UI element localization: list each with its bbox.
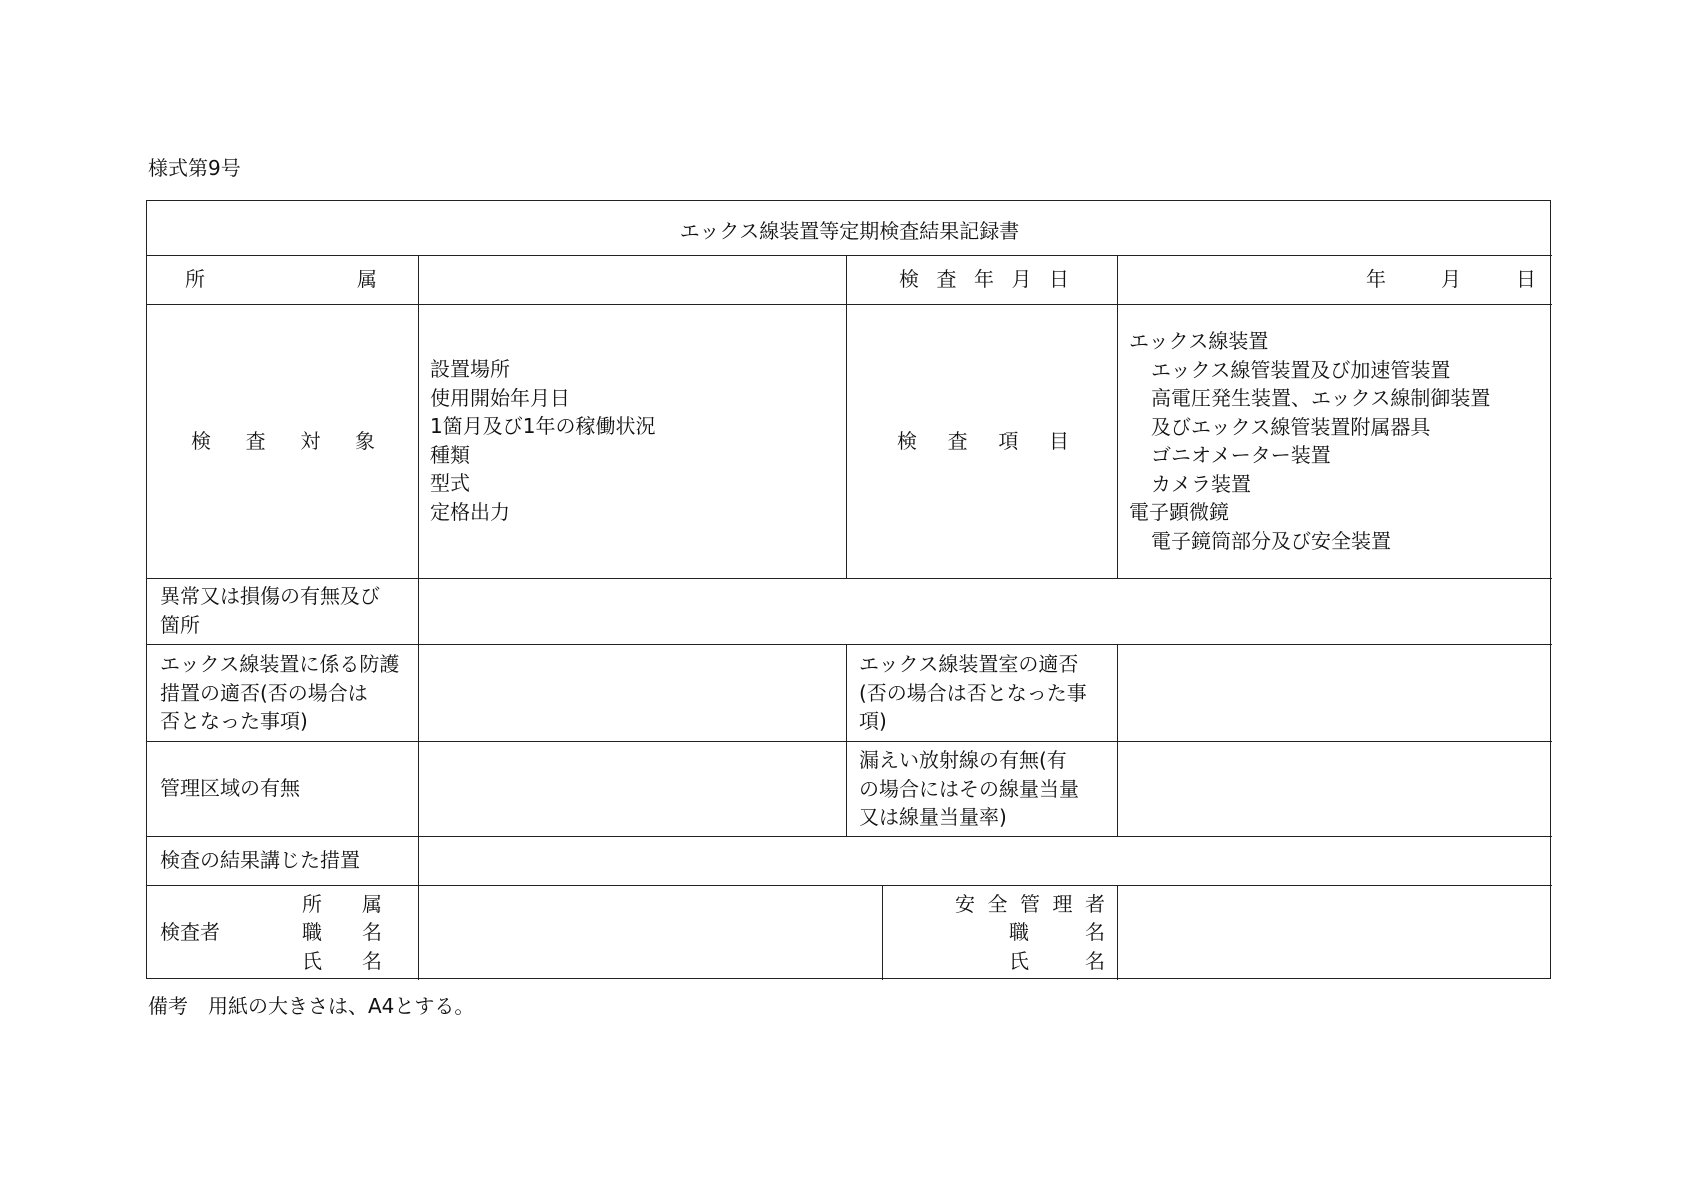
xray-room-label: エックス線装置室の適否 (否の場合は否となった事 項) [859, 652, 1087, 733]
inspection-item: 高電圧発生装置、エックス線制御装置 [1151, 386, 1491, 410]
abnormality-value[interactable] [430, 596, 1530, 636]
row-divider [147, 304, 1552, 305]
inspector-affiliation-label: 所 属 [302, 892, 382, 916]
inspection-date-value[interactable]: 年 月 日 [1366, 267, 1536, 291]
inspection-item: カメラ装置 [1151, 471, 1251, 496]
abnormality-label: 異常又は損傷の有無及び 箇所 [160, 584, 380, 637]
inspection-items-label: 検 査 項 目 [897, 429, 1069, 453]
inspection-item: 電子顕微鏡 [1129, 500, 1229, 524]
xray-room-value[interactable] [1129, 661, 1529, 721]
inspector-label: 検査者 [160, 920, 220, 944]
safety-manager-name-label: 氏 名 [1009, 949, 1105, 973]
safety-manager-label: 安 全 管 理 者 [955, 892, 1105, 916]
affiliation-label: 所 属 [185, 267, 377, 291]
controlled-area-value[interactable] [430, 761, 830, 821]
row-divider [147, 644, 1552, 645]
remarks-note: 備考 用紙の大きさは、A4とする。 [148, 994, 475, 1018]
column-divider [846, 644, 847, 836]
column-divider [846, 255, 847, 578]
column-divider [1117, 255, 1118, 578]
inspector-position-label: 職 名 [302, 920, 382, 944]
row-divider [147, 836, 1552, 837]
target-item: 使用開始年月日 [430, 385, 570, 410]
row-divider [147, 741, 1552, 742]
row-divider [147, 578, 1552, 579]
affiliation-value[interactable] [534, 265, 834, 293]
inspection-target-items [430, 355, 655, 526]
row-divider [147, 255, 1552, 256]
column-divider [882, 885, 883, 980]
column-divider [418, 255, 419, 980]
measures-taken-label: 検査の結果講じた措置 [160, 848, 360, 872]
inspection-item: エックス線管装置及び加速管装置 [1151, 357, 1451, 382]
column-divider [1117, 885, 1118, 980]
controlled-area-label: 管理区域の有無 [160, 776, 300, 800]
target-item: 定格出力 [430, 499, 510, 524]
inspection-items-list [1129, 327, 1490, 555]
inspection-item: ゴニオメーター装置 [1151, 443, 1331, 467]
inspection-date-label: 検 査 年 月 日 [899, 267, 1069, 291]
column-divider [1117, 644, 1118, 836]
leakage-radiation-value[interactable] [1129, 761, 1529, 821]
measures-taken-value[interactable] [430, 846, 1530, 876]
protection-measures-label: エックス線装置に係る防護 措置の適否(否の場合は 否となった事項) [160, 652, 400, 733]
target-item: 設置場所 [430, 357, 510, 381]
safety-manager-value[interactable] [1129, 896, 1529, 971]
inspection-record-form [146, 200, 1551, 979]
inspection-item: 電子鏡筒部分及び安全装置 [1151, 528, 1391, 553]
form-title: エックス線装置等定期検査結果記録書 [679, 219, 1020, 243]
target-item: 種類 [430, 442, 470, 467]
protection-measures-value[interactable] [430, 661, 830, 721]
leakage-radiation-label: 漏えい放射線の有無(有 の場合にはその線量当量 又は線量当量率) [859, 748, 1079, 829]
inspection-target-label: 検 査 対 象 [191, 429, 375, 453]
form-number: 様式第9号 [148, 156, 241, 180]
row-divider [147, 885, 1552, 886]
target-item: 1箇月及び1年の稼働状況 [430, 414, 656, 438]
target-item: 型式 [430, 471, 470, 495]
inspector-name-label: 氏 名 [302, 949, 382, 973]
inspection-item: エックス線装置 [1129, 329, 1269, 353]
inspector-value[interactable] [430, 896, 870, 971]
safety-manager-position-label: 職 名 [1009, 920, 1105, 944]
inspection-item: 及びエックス線管装置附属器具 [1151, 414, 1431, 439]
